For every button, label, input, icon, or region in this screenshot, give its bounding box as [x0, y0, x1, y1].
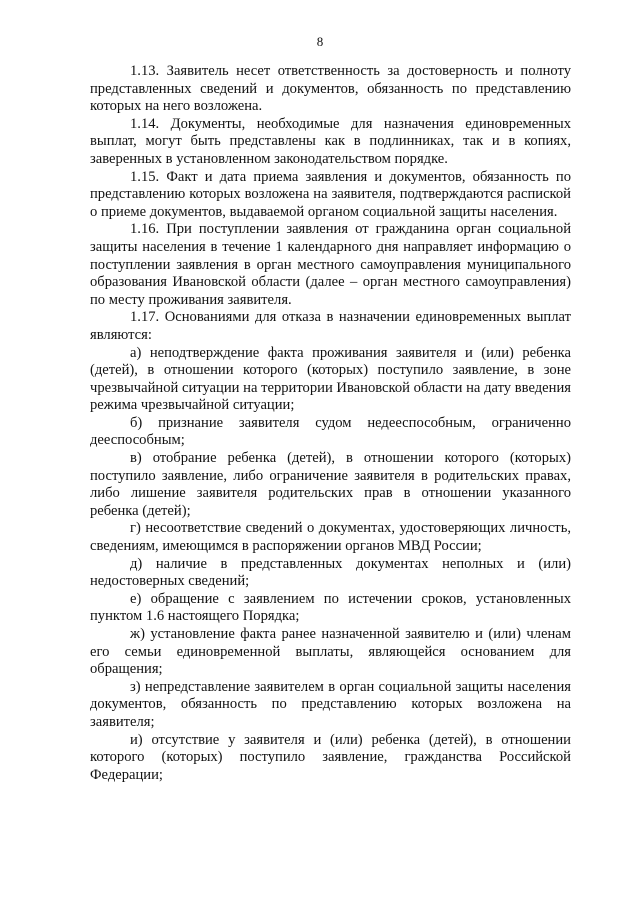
paragraph-1-16: 1.16. При поступлении заявления от гражданина орган социальной защиты населения в течение 1 календарного дня направляет информацию о поступлении заявления в орган местного самоуправления муниципального образования Ивановской области (далее – орган местного самоуправления) по месту проживания заявителя.	[90, 221, 571, 308]
list-item-z: з) непредставление заявителем в орган социальной защиты населения документов, обязанность по представлению которых возложена на заявителя;	[90, 678, 571, 730]
page-number: 8	[316, 34, 324, 49]
list-item-g: г) несоответствие сведений о документах, удостоверяющих личность, сведениям, имеющимся в распоряжении органов МВД России;	[90, 520, 571, 555]
paragraph-1-13: 1.13. Заявитель несет ответственность за достоверность и полноту представленных сведений и документов, обязанность по представлению которых на него возложена.	[90, 63, 571, 115]
list-item-d: д) наличие в представленных документах неполных и (или) недостоверных сведений;	[90, 555, 571, 590]
list-item-e: е) обращение с заявлением по истечении сроков, установленных пунктом 1.6 настоящего Порядка;	[90, 590, 571, 625]
document-body	[90, 63, 571, 784]
list-item-b: б) признание заявителя судом недееспособным, ограниченно дееспособным;	[90, 414, 571, 449]
list-item-a: а) неподтверждение факта проживания заявителя и (или) ребенка (детей), в отношении которого (которых) поступило заявление, в зоне чрезвычайной ситуации на территории Ивановской области на дату введения режима чрезвычайной ситуации;	[90, 344, 571, 414]
list-item-zh: ж) установление факта ранее назначенной заявителю и (или) членам его семьи единовременной выплаты, являющейся основанием для обращения;	[90, 626, 571, 678]
list-item-i: и) отсутствие у заявителя и (или) ребенка (детей), в отношении которого (которых) поступило заявление, гражданства Российской Федерации;	[90, 731, 571, 783]
list-item-v: в) отобрание ребенка (детей), в отношении которого (которых) поступило заявление, либо ограничение заявителя в родительских правах, либо лишение заявителя родительских прав в отношении указанного ребенка (детей);	[90, 450, 571, 519]
paragraph-1-17: 1.17. Основаниями для отказа в назначении единовременных выплат являются:	[90, 309, 571, 343]
paragraph-1-15: 1.15. Факт и дата приема заявления и документов, обязанность по представлению которых возложена на заявителя, подтверждаются распиской о приеме документов, выдаваемой органом социальной защиты населения.	[90, 168, 571, 220]
paragraph-1-14: 1.14. Документы, необходимые для назначения единовременных выплат, могут быть представлены как в подлинниках, так и в копиях, заверенных в установленном законодательством порядке.	[90, 115, 571, 167]
